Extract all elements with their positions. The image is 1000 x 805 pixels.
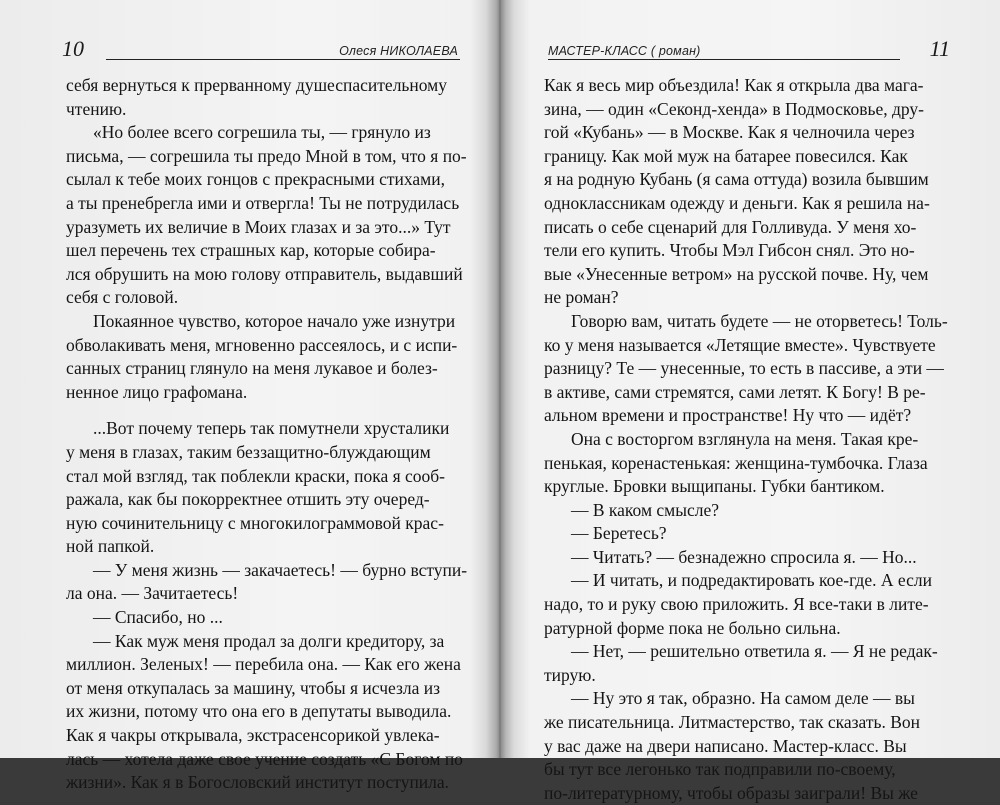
text-line: — В каком смысле?	[571, 499, 720, 520]
text-line: одноклассникам одежду и деньги. Как я решила на-	[544, 192, 930, 213]
text-line: «Но более всего согрешила ты, — грянуло из	[93, 122, 431, 143]
text-line: санных страниц глянуло на меня лукавое и болез-	[66, 358, 438, 379]
left-page-number: 10	[62, 36, 84, 61]
right-page-header	[540, 36, 950, 66]
text-line: в активе, сами стремятся, сами летят. К Богу! В ре-	[544, 381, 926, 402]
text-line: же писательница. Литмастерство, так сказать. Вон	[544, 712, 921, 733]
left-running-header: Олеся НИКОЛАЕВА	[339, 44, 458, 58]
text-line: — Как муж меня продал за долги кредитору, за	[93, 630, 445, 651]
right-header-rule	[548, 59, 900, 60]
text-line: не роман?	[544, 287, 619, 308]
text-line: лся обрушить на мою голову отправитель, выдавший	[66, 263, 463, 284]
text-line: обволакивать меня, мгновенно рассеялось, и с испи-	[66, 334, 458, 355]
text-line: сылал к тебе моих гонцов с прекрасными стихами,	[66, 169, 445, 190]
text-line: по-литературному, чтобы образы заиграли! Вы же	[544, 782, 918, 803]
left-page-header	[62, 36, 462, 66]
text-line: чтению.	[66, 98, 127, 119]
text-line: у вас даже на двери написано. Мастер-класс. Вы	[544, 735, 907, 756]
text-line: писать о себе сценарий для Голливуда. У меня хо-	[544, 216, 917, 237]
text-line: я на родную Кубань (я сама оттуда) возила бывшим	[544, 169, 929, 190]
text-line: — Читать? — безнадежно спросила я. — Но...	[571, 546, 917, 567]
text-line: тирую.	[544, 664, 596, 685]
text-line: — И читать, и подредактировать кое-где. А если	[571, 570, 932, 591]
text-line: себя вернуться к прерванному душеспасительному	[66, 75, 448, 95]
text-line: ла она. — Зачитаетесь!	[66, 583, 239, 604]
book-gutter	[486, 0, 514, 758]
text-line: — Нет, — решительно ответила я. — Я не редак-	[571, 641, 938, 662]
text-line: гой «Кубань» — в Москве. Как я челночила через	[544, 122, 915, 143]
right-page	[540, 0, 950, 803]
text-line: ко у меня называется «Летящие вместе». Чувствуете	[544, 334, 936, 355]
text-line: — Беретесь?	[571, 523, 667, 544]
text-line: себя с головой.	[66, 287, 179, 308]
left-page	[62, 0, 468, 793]
left-page-text	[66, 74, 468, 795]
text-line: — Спасибо, но ...	[93, 607, 223, 628]
text-line: Покаянное чувство, которое начало уже изнутри	[93, 310, 456, 331]
text-line: бы тут все легонько так подправили по-своему,	[544, 759, 896, 780]
text-line: ненное лицо графомана.	[66, 381, 248, 402]
text-line: ную сочинительницу с многокилограммовой крас-	[66, 512, 444, 533]
text-line: пенькая, коренастенькая: женщина-тумбочка. Глаза	[544, 452, 928, 473]
text-line: ной папкой.	[66, 536, 155, 557]
right-running-header: МАСТЕР-КЛАСС ( роман)	[548, 44, 701, 58]
text-line: письма, — согрешила ты предо Мной в том, что я по-	[66, 145, 467, 166]
text-line: разницу? Те — унесенные, то есть в пассиве, а эти —	[544, 358, 944, 379]
text-line: альном времени и пространстве! Ну что — идёт?	[544, 405, 912, 426]
text-line: зина, — один «Секонд-хенда» в Подмосковье, дру-	[544, 98, 924, 119]
text-line: от меня откупалась за машину, чтобы я исчезла из	[66, 677, 441, 698]
text-line: их жизни, потому что она его в депутаты выводила.	[66, 701, 452, 722]
right-page-text	[544, 74, 950, 805]
text-line: Как я чакры открывала, экстрасенсорикой увлека-	[66, 725, 440, 746]
text-line: Говорю вам, читать будете — не оторветесь! Толь-	[571, 310, 948, 331]
text-line: а ты пренебрегла ими и отвергла! Ты не потрудилась	[66, 192, 460, 213]
text-line: надо, то и руку свою приложить. Я все-таки в лите-	[544, 594, 929, 615]
text-line: ражала, как бы покорректнее отшить эту очеред-	[66, 489, 430, 510]
text-line: вые «Унесенные ветром» на русской почве. Ну, чем	[544, 263, 929, 284]
text-line: границу. Как мой муж на батарее повесился. Как	[544, 145, 908, 166]
text-line: стал мой взгляд, так поблекли краски, пока я сооб-	[66, 465, 446, 486]
text-line: тели его купить. Чтобы Мэл Гибсон снял. Это но-	[544, 240, 915, 261]
text-line: — Ну это я так, образно. На самом деле — вы	[571, 688, 915, 709]
text-line: ратурной форме пока не больно сильна.	[544, 617, 841, 638]
text-line: уразуметь их величие в Моих глазах и за это...» Тут	[66, 216, 451, 237]
text-line: лась — хотела даже свое учение создать «С Богом по	[66, 748, 463, 769]
text-line: ...Вот почему теперь так помутнели хрусталики	[93, 418, 450, 439]
text-line: Как я весь мир объездила! Как я открыла два мага-	[544, 75, 924, 95]
right-page-number: 11	[929, 36, 950, 61]
text-line: у меня в глазах, таким беззащитно-блуждающим	[66, 441, 431, 462]
text-line: Она с восторгом взглянула на меня. Такая кре-	[571, 428, 919, 449]
text-line: — У меня жизнь — закачаетесь! — бурно вступи-	[93, 559, 468, 580]
text-line: жизни». Как я в Богословский институт поступила.	[66, 772, 450, 793]
text-line: миллион. Зеленых! — перебила она. — Как его жена	[66, 654, 461, 675]
text-line: круглые. Бровки выщипаны. Губки бантиком.	[544, 476, 885, 497]
text-line: шел перечень тех страшных кар, которые собира-	[66, 240, 436, 261]
left-header-rule	[106, 59, 460, 60]
